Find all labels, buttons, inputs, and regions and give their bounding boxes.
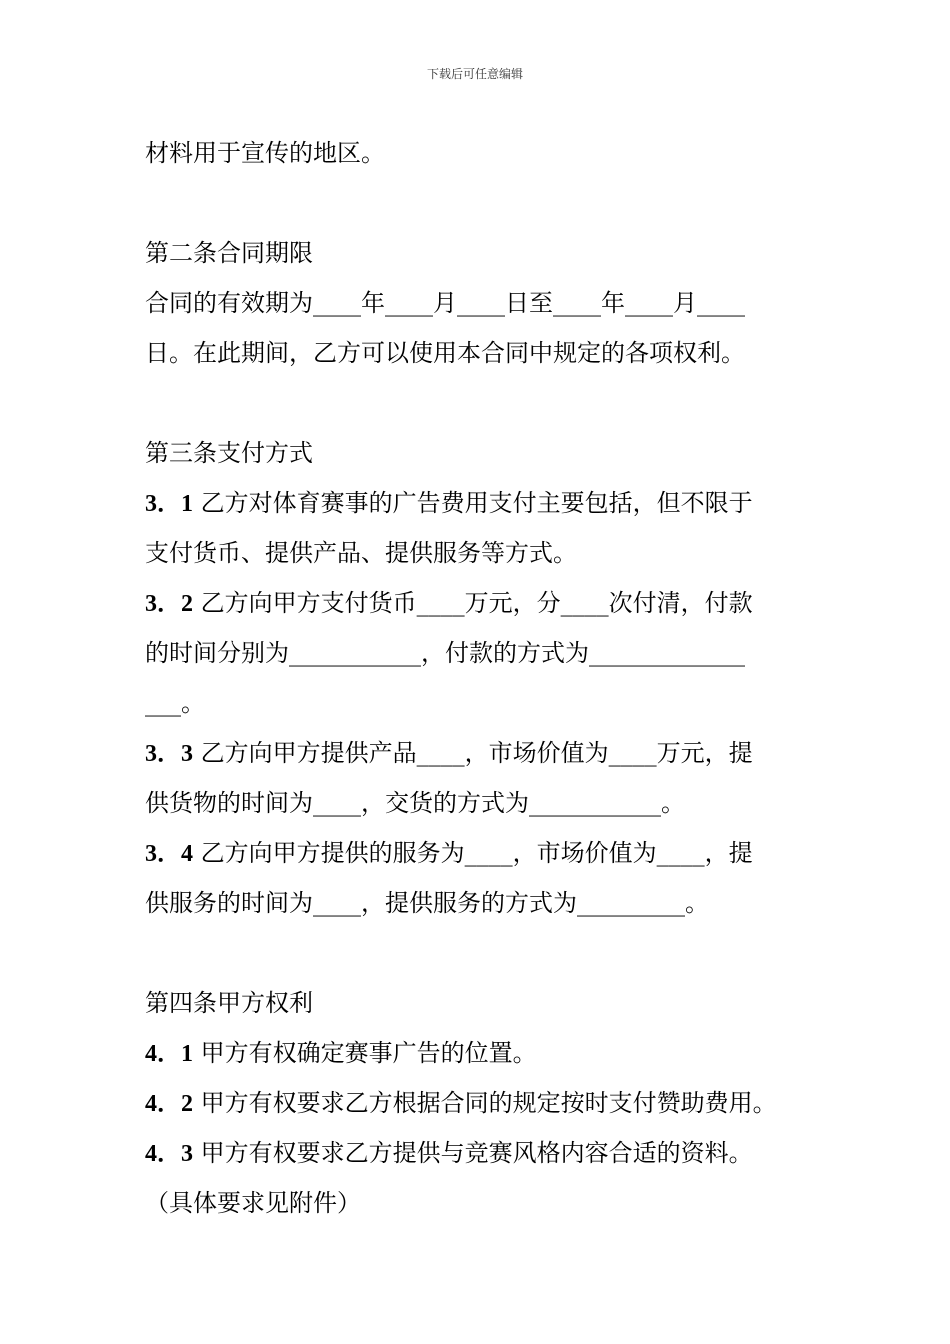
blank-line xyxy=(145,178,815,228)
clause-number: 4．1 xyxy=(145,1041,193,1067)
paragraph-line: （具体要求见附件） xyxy=(145,1189,361,1217)
clause-text: 甲方有权确定赛事广告的位置。 xyxy=(200,1039,537,1067)
clause-text: 甲方有权要求乙方根据合同的规定按时支付赞助费用。 xyxy=(200,1089,777,1117)
clause-3-1 xyxy=(145,478,815,528)
clause-4-2 xyxy=(145,1078,815,1128)
clause-text: 乙方向甲方支付货币____万元，分____次付清，付款 xyxy=(200,589,753,617)
clause-number: 3．3 xyxy=(145,741,193,767)
clause-text: 甲方有权要求乙方提供与竞赛风格内容合适的资料。 xyxy=(200,1139,753,1167)
paragraph-line: 供货物的时间为____，交货的方式为___________。 xyxy=(145,789,685,817)
clause-text: 乙方对体育赛事的广告费用支付主要包括，但不限于 xyxy=(200,489,753,517)
page-header: 下载后可任意编辑 xyxy=(426,67,523,81)
clause-text: 乙方向甲方提供的服务为____，市场价值为____，提 xyxy=(200,839,753,867)
blank-line xyxy=(145,378,815,428)
clause-number: 3．4 xyxy=(145,841,193,867)
document-body xyxy=(145,128,815,1228)
paragraph-line: 日。在此期间，乙方可以使用本合同中规定的各项权利。 xyxy=(145,339,745,367)
paragraph-line: 的时间分别为___________，付款的方式为_____________ xyxy=(145,639,745,667)
clause-number: 3．2 xyxy=(145,591,193,617)
clause-number: 3．1 xyxy=(145,491,193,517)
clause-4-3 xyxy=(145,1128,815,1178)
blank-line xyxy=(145,928,815,978)
clause-3-2 xyxy=(145,578,815,628)
clause-number: 4．2 xyxy=(145,1091,193,1117)
clause-number: 4．3 xyxy=(145,1141,193,1167)
clause-text: 乙方向甲方提供产品____，市场价值为____万元，提 xyxy=(200,739,753,767)
paragraph-line: 支付货币、提供产品、提供服务等方式。 xyxy=(145,539,577,567)
clause-3-4 xyxy=(145,828,815,878)
section-heading-term: 第二条合同期限 xyxy=(145,239,313,267)
clause-3-3 xyxy=(145,728,815,778)
paragraph-line: 合同的有效期为____年____月____日至____年____月____ xyxy=(145,289,745,317)
section-heading-payment: 第三条支付方式 xyxy=(145,439,313,467)
clause-4-1 xyxy=(145,1028,815,1078)
paragraph-line: ___。 xyxy=(145,689,205,717)
paragraph-line: 材料用于宣传的地区。 xyxy=(145,139,385,167)
section-heading-party-a-rights: 第四条甲方权利 xyxy=(145,989,313,1017)
paragraph-line: 供服务的时间为____，提供服务的方式为_________。 xyxy=(145,889,709,917)
